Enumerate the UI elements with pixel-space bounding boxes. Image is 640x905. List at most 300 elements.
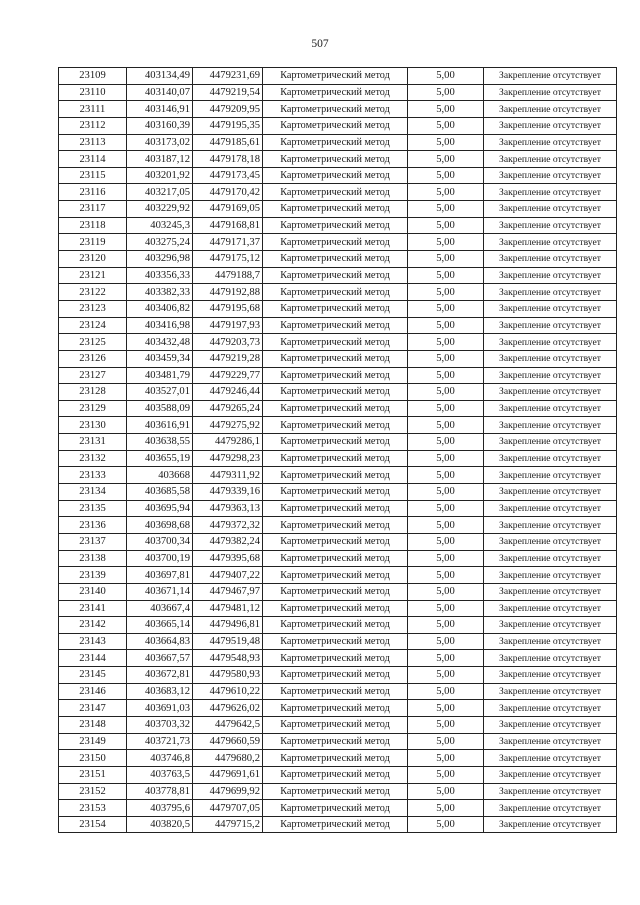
- y-coordinate-cell: 4479219,28: [193, 350, 263, 367]
- error-cell: 5,00: [408, 500, 484, 517]
- point-number-cell: 23129: [59, 400, 127, 417]
- point-number-cell: 23115: [59, 167, 127, 184]
- y-coordinate-cell: 4479231,69: [193, 68, 263, 85]
- method-cell: Картометрический метод: [263, 201, 408, 218]
- error-cell: 5,00: [408, 783, 484, 800]
- x-coordinate-cell: 403406,82: [127, 300, 193, 317]
- table-row: [59, 500, 617, 517]
- y-coordinate-cell: 4479298,23: [193, 450, 263, 467]
- y-coordinate-cell: 4479610,22: [193, 683, 263, 700]
- point-number-cell: 23121: [59, 267, 127, 284]
- method-cell: Картометрический метод: [263, 567, 408, 584]
- table-row: [59, 284, 617, 301]
- method-cell: Картометрический метод: [263, 500, 408, 517]
- fixing-description-cell: Закрепление отсутствует: [484, 667, 617, 684]
- error-cell: 5,00: [408, 417, 484, 434]
- method-cell: Картометрический метод: [263, 350, 408, 367]
- table-row: [59, 151, 617, 168]
- error-cell: 5,00: [408, 317, 484, 334]
- point-number-cell: 23152: [59, 783, 127, 800]
- method-cell: Картометрический метод: [263, 234, 408, 251]
- point-number-cell: 23142: [59, 617, 127, 634]
- point-number-cell: 23151: [59, 766, 127, 783]
- point-number-cell: 23141: [59, 600, 127, 617]
- fixing-description-cell: Закрепление отсутствует: [484, 117, 617, 134]
- coordinates-table: [58, 67, 617, 833]
- point-number-cell: 23149: [59, 733, 127, 750]
- error-cell: 5,00: [408, 750, 484, 767]
- fixing-description-cell: Закрепление отсутствует: [484, 583, 617, 600]
- point-number-cell: 23146: [59, 683, 127, 700]
- method-cell: Картометрический метод: [263, 800, 408, 817]
- error-cell: 5,00: [408, 234, 484, 251]
- fixing-description-cell: Закрепление отсутствует: [484, 300, 617, 317]
- point-number-cell: 23138: [59, 550, 127, 567]
- method-cell: Картометрический метод: [263, 683, 408, 700]
- fixing-description-cell: Закрепление отсутствует: [484, 683, 617, 700]
- x-coordinate-cell: 403668: [127, 467, 193, 484]
- method-cell: Картометрический метод: [263, 167, 408, 184]
- x-coordinate-cell: 403187,12: [127, 151, 193, 168]
- x-coordinate-cell: 403356,33: [127, 267, 193, 284]
- fixing-description-cell: Закрепление отсутствует: [484, 267, 617, 284]
- x-coordinate-cell: 403721,73: [127, 733, 193, 750]
- error-cell: 5,00: [408, 434, 484, 451]
- fixing-description-cell: Закрепление отсутствует: [484, 384, 617, 401]
- error-cell: 5,00: [408, 600, 484, 617]
- method-cell: Картометрический метод: [263, 334, 408, 351]
- fixing-description-cell: Закрепление отсутствует: [484, 800, 617, 817]
- x-coordinate-cell: 403667,4: [127, 600, 193, 617]
- fixing-description-cell: Закрепление отсутствует: [484, 317, 617, 334]
- point-number-cell: 23110: [59, 84, 127, 101]
- y-coordinate-cell: 4479626,02: [193, 700, 263, 717]
- table-row: [59, 600, 617, 617]
- point-number-cell: 23122: [59, 284, 127, 301]
- fixing-description-cell: Закрепление отсутствует: [484, 766, 617, 783]
- method-cell: Картометрический метод: [263, 267, 408, 284]
- method-cell: Картометрический метод: [263, 583, 408, 600]
- fixing-description-cell: Закрепление отсутствует: [484, 816, 617, 833]
- method-cell: Картометрический метод: [263, 484, 408, 501]
- y-coordinate-cell: 4479660,59: [193, 733, 263, 750]
- method-cell: Картометрический метод: [263, 733, 408, 750]
- table-row: [59, 467, 617, 484]
- x-coordinate-cell: 403588,09: [127, 400, 193, 417]
- table-row: [59, 766, 617, 783]
- point-number-cell: 23131: [59, 434, 127, 451]
- fixing-description-cell: Закрепление отсутствует: [484, 783, 617, 800]
- x-coordinate-cell: 403778,81: [127, 783, 193, 800]
- method-cell: Картометрический метод: [263, 300, 408, 317]
- method-cell: Картометрический метод: [263, 434, 408, 451]
- point-number-cell: 23150: [59, 750, 127, 767]
- y-coordinate-cell: 4479580,93: [193, 667, 263, 684]
- fixing-description-cell: Закрепление отсутствует: [484, 101, 617, 118]
- point-number-cell: 23120: [59, 251, 127, 268]
- y-coordinate-cell: 4479171,37: [193, 234, 263, 251]
- y-coordinate-cell: 4479168,81: [193, 217, 263, 234]
- fixing-description-cell: Закрепление отсутствует: [484, 716, 617, 733]
- method-cell: Картометрический метод: [263, 417, 408, 434]
- method-cell: Картометрический метод: [263, 783, 408, 800]
- y-coordinate-cell: 4479642,5: [193, 716, 263, 733]
- point-number-cell: 23117: [59, 201, 127, 218]
- x-coordinate-cell: 403382,33: [127, 284, 193, 301]
- fixing-description-cell: Закрепление отсутствует: [484, 167, 617, 184]
- fixing-description-cell: Закрепление отсутствует: [484, 334, 617, 351]
- fixing-description-cell: Закрепление отсутствует: [484, 400, 617, 417]
- method-cell: Картометрический метод: [263, 384, 408, 401]
- error-cell: 5,00: [408, 68, 484, 85]
- fixing-description-cell: Закрепление отсутствует: [484, 700, 617, 717]
- x-coordinate-cell: 403275,24: [127, 234, 193, 251]
- method-cell: Картометрический метод: [263, 101, 408, 118]
- fixing-description-cell: Закрепление отсутствует: [484, 417, 617, 434]
- point-number-cell: 23154: [59, 816, 127, 833]
- error-cell: 5,00: [408, 583, 484, 600]
- table-row: [59, 700, 617, 717]
- table-row: [59, 417, 617, 434]
- coordinates-table-body: [59, 68, 617, 833]
- y-coordinate-cell: 4479185,61: [193, 134, 263, 151]
- table-row: [59, 567, 617, 584]
- fixing-description-cell: Закрепление отсутствует: [484, 251, 617, 268]
- error-cell: 5,00: [408, 567, 484, 584]
- error-cell: 5,00: [408, 167, 484, 184]
- y-coordinate-cell: 4479382,24: [193, 533, 263, 550]
- error-cell: 5,00: [408, 151, 484, 168]
- x-coordinate-cell: 403683,12: [127, 683, 193, 700]
- y-coordinate-cell: 4479496,81: [193, 617, 263, 634]
- x-coordinate-cell: 403703,32: [127, 716, 193, 733]
- table-row: [59, 533, 617, 550]
- y-coordinate-cell: 4479170,42: [193, 184, 263, 201]
- error-cell: 5,00: [408, 300, 484, 317]
- point-number-cell: 23140: [59, 583, 127, 600]
- point-number-cell: 23145: [59, 667, 127, 684]
- y-coordinate-cell: 4479173,45: [193, 167, 263, 184]
- fixing-description-cell: Закрепление отсутствует: [484, 633, 617, 650]
- error-cell: 5,00: [408, 101, 484, 118]
- method-cell: Картометрический метод: [263, 117, 408, 134]
- x-coordinate-cell: 403655,19: [127, 450, 193, 467]
- error-cell: 5,00: [408, 450, 484, 467]
- table-row: [59, 134, 617, 151]
- point-number-cell: 23111: [59, 101, 127, 118]
- table-row: [59, 633, 617, 650]
- table-row: [59, 167, 617, 184]
- x-coordinate-cell: 403481,79: [127, 367, 193, 384]
- method-cell: Картометрический метод: [263, 517, 408, 534]
- method-cell: Картометрический метод: [263, 450, 408, 467]
- table-row: [59, 201, 617, 218]
- x-coordinate-cell: 403229,92: [127, 201, 193, 218]
- x-coordinate-cell: 403746,8: [127, 750, 193, 767]
- y-coordinate-cell: 4479395,68: [193, 550, 263, 567]
- table-row: [59, 251, 617, 268]
- fixing-description-cell: Закрепление отсутствует: [484, 184, 617, 201]
- fixing-description-cell: Закрепление отсутствует: [484, 600, 617, 617]
- point-number-cell: 23153: [59, 800, 127, 817]
- table-row: [59, 667, 617, 684]
- error-cell: 5,00: [408, 334, 484, 351]
- table-row: [59, 816, 617, 833]
- x-coordinate-cell: 403638,55: [127, 434, 193, 451]
- table-row: [59, 716, 617, 733]
- method-cell: Картометрический метод: [263, 550, 408, 567]
- point-number-cell: 23132: [59, 450, 127, 467]
- fixing-description-cell: Закрепление отсутствует: [484, 484, 617, 501]
- fixing-description-cell: Закрепление отсутствует: [484, 517, 617, 534]
- table-row: [59, 750, 617, 767]
- x-coordinate-cell: 403667,57: [127, 650, 193, 667]
- x-coordinate-cell: 403665,14: [127, 617, 193, 634]
- point-number-cell: 23135: [59, 500, 127, 517]
- y-coordinate-cell: 4479363,13: [193, 500, 263, 517]
- y-coordinate-cell: 4479715,2: [193, 816, 263, 833]
- error-cell: 5,00: [408, 617, 484, 634]
- error-cell: 5,00: [408, 467, 484, 484]
- fixing-description-cell: Закрепление отсутствует: [484, 201, 617, 218]
- point-number-cell: 23139: [59, 567, 127, 584]
- error-cell: 5,00: [408, 267, 484, 284]
- x-coordinate-cell: 403763,5: [127, 766, 193, 783]
- method-cell: Картометрический метод: [263, 533, 408, 550]
- method-cell: Картометрический метод: [263, 134, 408, 151]
- point-number-cell: 23143: [59, 633, 127, 650]
- point-number-cell: 23134: [59, 484, 127, 501]
- error-cell: 5,00: [408, 284, 484, 301]
- y-coordinate-cell: 4479548,93: [193, 650, 263, 667]
- error-cell: 5,00: [408, 533, 484, 550]
- error-cell: 5,00: [408, 367, 484, 384]
- point-number-cell: 23147: [59, 700, 127, 717]
- x-coordinate-cell: 403134,49: [127, 68, 193, 85]
- fixing-description-cell: Закрепление отсутствует: [484, 550, 617, 567]
- table-row: [59, 783, 617, 800]
- x-coordinate-cell: 403527,01: [127, 384, 193, 401]
- y-coordinate-cell: 4479680,2: [193, 750, 263, 767]
- method-cell: Картометрический метод: [263, 650, 408, 667]
- error-cell: 5,00: [408, 633, 484, 650]
- y-coordinate-cell: 4479229,77: [193, 367, 263, 384]
- fixing-description-cell: Закрепление отсутствует: [484, 533, 617, 550]
- y-coordinate-cell: 4479219,54: [193, 84, 263, 101]
- y-coordinate-cell: 4479197,93: [193, 317, 263, 334]
- error-cell: 5,00: [408, 650, 484, 667]
- method-cell: Картометрический метод: [263, 600, 408, 617]
- fixing-description-cell: Закрепление отсутствует: [484, 68, 617, 85]
- y-coordinate-cell: 4479192,88: [193, 284, 263, 301]
- point-number-cell: 23123: [59, 300, 127, 317]
- fixing-description-cell: Закрепление отсутствует: [484, 733, 617, 750]
- y-coordinate-cell: 4479265,24: [193, 400, 263, 417]
- method-cell: Картометрический метод: [263, 151, 408, 168]
- error-cell: 5,00: [408, 84, 484, 101]
- x-coordinate-cell: 403664,83: [127, 633, 193, 650]
- y-coordinate-cell: 4479407,22: [193, 567, 263, 584]
- point-number-cell: 23116: [59, 184, 127, 201]
- table-row: [59, 517, 617, 534]
- x-coordinate-cell: 403459,34: [127, 350, 193, 367]
- y-coordinate-cell: 4479209,95: [193, 101, 263, 118]
- method-cell: Картометрический метод: [263, 667, 408, 684]
- point-number-cell: 23125: [59, 334, 127, 351]
- error-cell: 5,00: [408, 217, 484, 234]
- table-row: [59, 617, 617, 634]
- y-coordinate-cell: 4479203,73: [193, 334, 263, 351]
- table-row: [59, 484, 617, 501]
- y-coordinate-cell: 4479699,92: [193, 783, 263, 800]
- point-number-cell: 23136: [59, 517, 127, 534]
- error-cell: 5,00: [408, 667, 484, 684]
- method-cell: Картометрический метод: [263, 284, 408, 301]
- fixing-description-cell: Закрепление отсутствует: [484, 350, 617, 367]
- error-cell: 5,00: [408, 117, 484, 134]
- error-cell: 5,00: [408, 716, 484, 733]
- table-row: [59, 234, 617, 251]
- x-coordinate-cell: 403245,3: [127, 217, 193, 234]
- point-number-cell: 23119: [59, 234, 127, 251]
- table-row: [59, 84, 617, 101]
- method-cell: Картометрический метод: [263, 633, 408, 650]
- method-cell: Картометрический метод: [263, 68, 408, 85]
- error-cell: 5,00: [408, 733, 484, 750]
- point-number-cell: 23130: [59, 417, 127, 434]
- table-row: [59, 350, 617, 367]
- x-coordinate-cell: 403672,81: [127, 667, 193, 684]
- table-row: [59, 317, 617, 334]
- x-coordinate-cell: 403671,14: [127, 583, 193, 600]
- y-coordinate-cell: 4479195,68: [193, 300, 263, 317]
- table-row: [59, 267, 617, 284]
- table-row: [59, 800, 617, 817]
- point-number-cell: 23144: [59, 650, 127, 667]
- fixing-description-cell: Закрепление отсутствует: [484, 650, 617, 667]
- y-coordinate-cell: 4479169,05: [193, 201, 263, 218]
- error-cell: 5,00: [408, 517, 484, 534]
- error-cell: 5,00: [408, 484, 484, 501]
- point-number-cell: 23114: [59, 151, 127, 168]
- table-row: [59, 101, 617, 118]
- y-coordinate-cell: 4479178,18: [193, 151, 263, 168]
- point-number-cell: 23133: [59, 467, 127, 484]
- y-coordinate-cell: 4479275,92: [193, 417, 263, 434]
- fixing-description-cell: Закрепление отсутствует: [484, 151, 617, 168]
- error-cell: 5,00: [408, 766, 484, 783]
- method-cell: Картометрический метод: [263, 816, 408, 833]
- table-row: [59, 334, 617, 351]
- table-row: [59, 117, 617, 134]
- point-number-cell: 23124: [59, 317, 127, 334]
- x-coordinate-cell: 403432,48: [127, 334, 193, 351]
- method-cell: Картометрический метод: [263, 84, 408, 101]
- y-coordinate-cell: 4479286,1: [193, 434, 263, 451]
- method-cell: Картометрический метод: [263, 317, 408, 334]
- y-coordinate-cell: 4479195,35: [193, 117, 263, 134]
- x-coordinate-cell: 403691,03: [127, 700, 193, 717]
- y-coordinate-cell: 4479246,44: [193, 384, 263, 401]
- method-cell: Картометрический метод: [263, 217, 408, 234]
- x-coordinate-cell: 403146,91: [127, 101, 193, 118]
- error-cell: 5,00: [408, 800, 484, 817]
- fixing-description-cell: Закрепление отсутствует: [484, 617, 617, 634]
- y-coordinate-cell: 4479691,61: [193, 766, 263, 783]
- error-cell: 5,00: [408, 816, 484, 833]
- y-coordinate-cell: 4479372,32: [193, 517, 263, 534]
- error-cell: 5,00: [408, 683, 484, 700]
- error-cell: 5,00: [408, 134, 484, 151]
- point-number-cell: 23148: [59, 716, 127, 733]
- fixing-description-cell: Закрепление отсутствует: [484, 450, 617, 467]
- point-number-cell: 23126: [59, 350, 127, 367]
- error-cell: 5,00: [408, 251, 484, 268]
- error-cell: 5,00: [408, 201, 484, 218]
- point-number-cell: 23137: [59, 533, 127, 550]
- y-coordinate-cell: 4479311,92: [193, 467, 263, 484]
- point-number-cell: 23128: [59, 384, 127, 401]
- x-coordinate-cell: 403795,6: [127, 800, 193, 817]
- method-cell: Картометрический метод: [263, 367, 408, 384]
- x-coordinate-cell: 403217,05: [127, 184, 193, 201]
- x-coordinate-cell: 403700,34: [127, 533, 193, 550]
- error-cell: 5,00: [408, 350, 484, 367]
- point-number-cell: 23109: [59, 68, 127, 85]
- fixing-description-cell: Закрепление отсутствует: [484, 567, 617, 584]
- method-cell: Картометрический метод: [263, 716, 408, 733]
- x-coordinate-cell: 403201,92: [127, 167, 193, 184]
- x-coordinate-cell: 403697,81: [127, 567, 193, 584]
- x-coordinate-cell: 403160,39: [127, 117, 193, 134]
- table-row: [59, 384, 617, 401]
- y-coordinate-cell: 4479467,97: [193, 583, 263, 600]
- method-cell: Картометрический метод: [263, 700, 408, 717]
- x-coordinate-cell: 403416,98: [127, 317, 193, 334]
- x-coordinate-cell: 403173,02: [127, 134, 193, 151]
- table-row: [59, 550, 617, 567]
- table-row: [59, 583, 617, 600]
- fixing-description-cell: Закрепление отсутствует: [484, 84, 617, 101]
- page-number: 507: [311, 38, 329, 50]
- method-cell: Картометрический метод: [263, 750, 408, 767]
- method-cell: Картометрический метод: [263, 617, 408, 634]
- y-coordinate-cell: 4479519,48: [193, 633, 263, 650]
- method-cell: Картометрический метод: [263, 251, 408, 268]
- fixing-description-cell: Закрепление отсутствует: [484, 134, 617, 151]
- method-cell: Картометрический метод: [263, 766, 408, 783]
- fixing-description-cell: Закрепление отсутствует: [484, 500, 617, 517]
- error-cell: 5,00: [408, 700, 484, 717]
- y-coordinate-cell: 4479188,7: [193, 267, 263, 284]
- error-cell: 5,00: [408, 184, 484, 201]
- table-row: [59, 367, 617, 384]
- table-row: [59, 650, 617, 667]
- error-cell: 5,00: [408, 384, 484, 401]
- table-row: [59, 217, 617, 234]
- x-coordinate-cell: 403700,19: [127, 550, 193, 567]
- y-coordinate-cell: 4479175,12: [193, 251, 263, 268]
- point-number-cell: 23112: [59, 117, 127, 134]
- fixing-description-cell: Закрепление отсутствует: [484, 234, 617, 251]
- table-row: [59, 450, 617, 467]
- x-coordinate-cell: 403140,07: [127, 84, 193, 101]
- point-number-cell: 23113: [59, 134, 127, 151]
- table-row: [59, 733, 617, 750]
- fixing-description-cell: Закрепление отсутствует: [484, 750, 617, 767]
- y-coordinate-cell: 4479339,16: [193, 484, 263, 501]
- fixing-description-cell: Закрепление отсутствует: [484, 434, 617, 451]
